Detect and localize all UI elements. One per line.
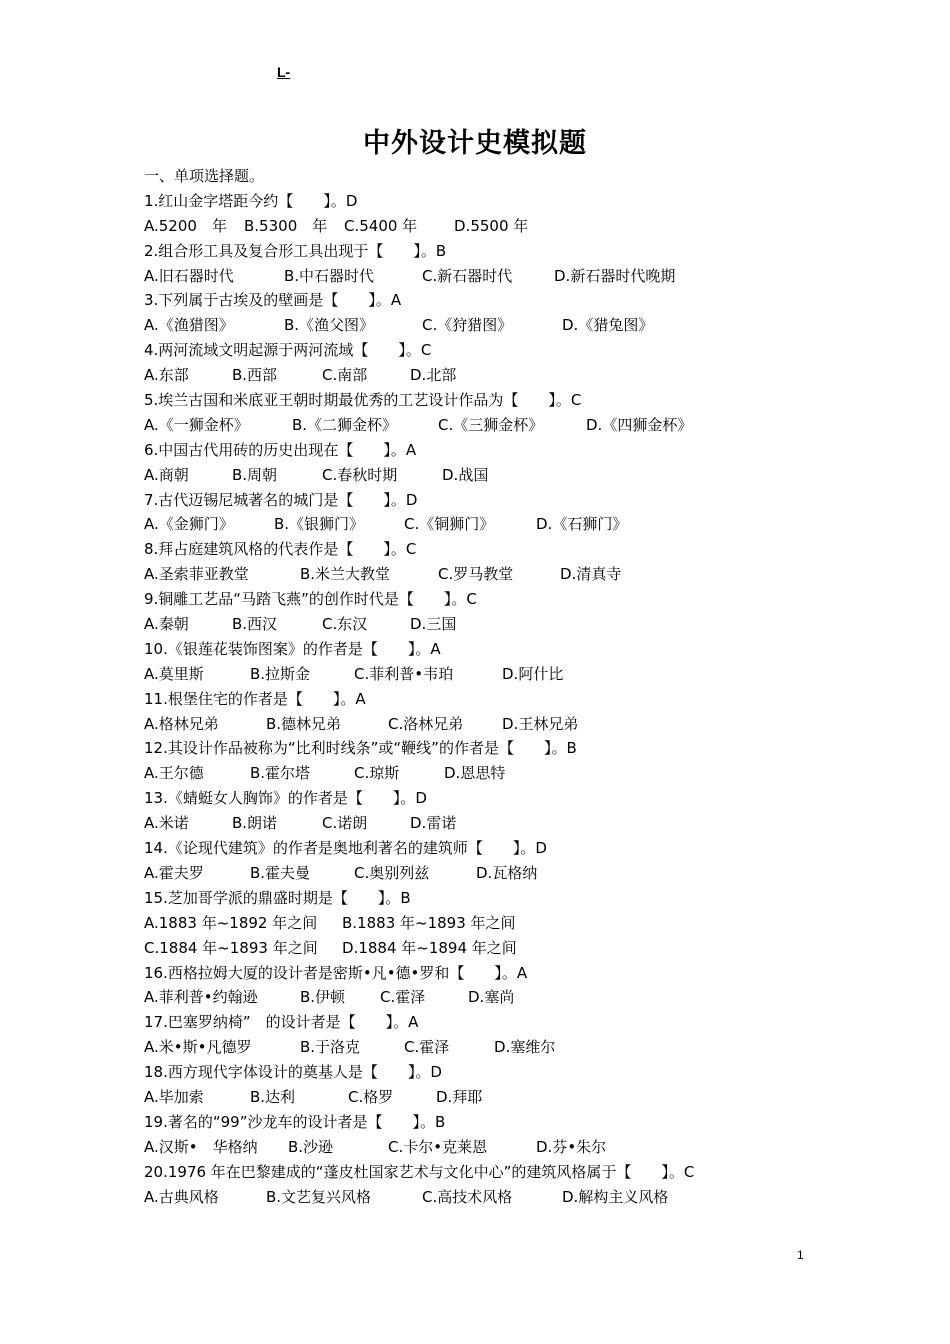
- answer-option: B.西部: [232, 366, 278, 385]
- answer-option: C.《狩猎图》: [422, 316, 513, 335]
- answer-options: [144, 985, 864, 1010]
- answer-options: [144, 413, 864, 438]
- answer-option: D.北部: [410, 366, 457, 385]
- answer-option: B.周朝: [232, 465, 278, 484]
- question-text: 19.著名的“99”沙龙车的设计者是【 】。B: [144, 1112, 446, 1131]
- page-title: 中外设计史模拟题: [363, 128, 587, 159]
- question-text: 5.埃兰古国和米底亚王朝时期最优秀的工艺设计作品为【 】。C: [144, 391, 582, 410]
- answer-option: A.古典风格: [144, 1187, 219, 1206]
- answer-option: A.米•斯•凡德罗: [144, 1038, 252, 1057]
- answer-options: [144, 264, 864, 289]
- answer-options: [144, 712, 864, 737]
- answer-option: C.菲利普•韦珀: [354, 664, 454, 683]
- answer-option: C.5400 年: [344, 216, 418, 235]
- answer-option: D.《四狮金杯》: [586, 415, 693, 434]
- answer-option: B.德林兄弟: [266, 714, 342, 733]
- answer-option: B.《二狮金杯》: [292, 415, 398, 434]
- answer-option: C.卡尔•克莱恩: [388, 1137, 488, 1156]
- header-mark: L-: [277, 64, 291, 80]
- answer-option: D.5500 年: [454, 216, 529, 235]
- question-text: 2.组合形工具及复合形工具出现于【 】。B: [144, 241, 447, 260]
- answer-option: C.春秋时期: [322, 465, 398, 484]
- answer-option: A.东部: [144, 366, 189, 385]
- answer-options: [144, 811, 864, 836]
- question-text: 17.巴塞罗纳椅” 的设计者是【 】。A: [144, 1013, 419, 1032]
- answer-option: B.伊顿: [300, 988, 346, 1007]
- question-text: 20.1976 年在巴黎建成的“蓬皮杜国家艺术与文化中心”的建筑风格属于【 】。C: [144, 1162, 695, 1181]
- answer-option: D.塞维尔: [494, 1038, 556, 1057]
- question-text: 3.下列属于古埃及的壁画是【 】。A: [144, 291, 402, 310]
- answer-option: C.《铜狮门》: [404, 515, 495, 534]
- answer-option: D.恩思特: [444, 764, 506, 783]
- answer-options: [144, 214, 864, 239]
- answer-option: B.5300 年: [244, 216, 328, 235]
- answer-option: B.中石器时代: [284, 266, 375, 285]
- answer-options: [144, 313, 864, 338]
- page-number: 1: [797, 1248, 804, 1262]
- answer-option: B.霍夫曼: [250, 863, 311, 882]
- answer-options: [144, 562, 864, 587]
- question-text: 15.芝加哥学派的鼎盛时期是【 】。B: [144, 888, 411, 907]
- answer-options: [144, 761, 864, 786]
- answer-options: [144, 463, 864, 488]
- answer-option: D.三国: [410, 615, 457, 634]
- answer-option: D.拜耶: [436, 1087, 483, 1106]
- answer-option: B.拉斯金: [250, 664, 311, 683]
- answer-option: D.王林兄弟: [502, 714, 579, 733]
- answer-option: C.诺朗: [322, 814, 368, 833]
- answer-option: A.商朝: [144, 465, 189, 484]
- answer-option: A.《渔猎图》: [144, 316, 234, 335]
- answer-option: B.米兰大教堂: [300, 565, 391, 584]
- question-text: 6.中国古代用砖的历史出现在【 】。A: [144, 440, 417, 459]
- answer-option: C.南部: [322, 366, 368, 385]
- answer-option: B.1883 年~1893 年之间: [342, 913, 516, 932]
- answer-options: [144, 612, 864, 637]
- answer-options: [144, 363, 864, 388]
- question-text: 4.两河流域文明起源于两河流域【 】。C: [144, 341, 432, 360]
- answer-option: B.《渔父图》: [284, 316, 375, 335]
- question-text: 7.古代迈锡尼城著名的城门是【 】。D: [144, 490, 418, 509]
- answer-option: C.洛林兄弟: [388, 714, 464, 733]
- question-text: 13.《蜻蜓女人胸饰》的作者是【 】。D: [144, 789, 427, 808]
- answer-option: D.芬•朱尔: [536, 1137, 607, 1156]
- answer-option: D.瓦格纳: [476, 863, 538, 882]
- answer-options: [144, 512, 864, 537]
- answer-option: A.米诺: [144, 814, 189, 833]
- question-text: 18.西方现代字体设计的奠基人是【 】。D: [144, 1063, 442, 1082]
- answer-option: C.霍泽: [380, 988, 426, 1007]
- questions-container: [144, 189, 864, 1210]
- question-text: 16.西格拉姆大厦的设计者是密斯•凡•德•罗和【 】。A: [144, 963, 528, 982]
- answer-option: C.1884 年~1893 年之间: [144, 938, 318, 957]
- answer-options: [144, 1185, 864, 1210]
- answer-option: A.《金狮门》: [144, 515, 234, 534]
- answer-option: A.王尔德: [144, 764, 204, 783]
- answer-option: D.清真寺: [560, 565, 622, 584]
- answer-option: B.达利: [250, 1087, 296, 1106]
- answer-option: A.1883 年~1892 年之间: [144, 913, 318, 932]
- answer-option: A.汉斯• 华格纳: [144, 1137, 258, 1156]
- answer-option: D.新石器时代晚期: [554, 266, 676, 285]
- answer-option: C.高技术风格: [422, 1187, 513, 1206]
- answer-options: [144, 861, 864, 886]
- answer-option: A.莫里斯: [144, 664, 204, 683]
- answer-option: B.《银狮门》: [274, 515, 365, 534]
- answer-option: B.文艺复兴风格: [266, 1187, 372, 1206]
- answer-option: A.秦朝: [144, 615, 189, 634]
- answer-options: [144, 1035, 864, 1060]
- answer-option: A.格林兄弟: [144, 714, 219, 733]
- answer-option: A.毕加索: [144, 1087, 204, 1106]
- question-text: 10.《银莲花装饰图案》的作者是【 】。A: [144, 639, 441, 658]
- answer-options: [144, 1135, 864, 1160]
- answer-option: D.《猎兔图》: [562, 316, 654, 335]
- answer-option: A.《一狮金杯》: [144, 415, 249, 434]
- answer-option: B.沙逊: [288, 1137, 334, 1156]
- answer-option: C.《三狮金杯》: [438, 415, 544, 434]
- answer-option: C.格罗: [348, 1087, 394, 1106]
- answer-option: B.霍尔塔: [250, 764, 311, 783]
- question-text: 11.根堡住宅的作者是【 】。A: [144, 689, 366, 708]
- question-text: 1.红山金字塔距今约【 】。D: [144, 191, 358, 210]
- question-list: [144, 164, 864, 1209]
- question-text: 9.铜雕工艺品“马踏飞燕”的创作时代是【 】。C: [144, 590, 477, 609]
- answer-option: A.圣索菲亚教堂: [144, 565, 249, 584]
- answer-options: [144, 1085, 864, 1110]
- answer-option: C.罗马教堂: [438, 565, 514, 584]
- answer-options: [144, 662, 864, 687]
- answer-option: C.东汉: [322, 615, 368, 634]
- answer-option: B.朗诺: [232, 814, 278, 833]
- answer-option: D.阿什比: [502, 664, 564, 683]
- answer-option: D.《石狮门》: [536, 515, 628, 534]
- answer-option: A.菲利普•约翰逊: [144, 988, 258, 1007]
- answer-option: D.战国: [442, 465, 489, 484]
- section-heading: 一、单项选择题。: [144, 167, 265, 185]
- answer-option: D.1884 年~1894 年之间: [342, 938, 517, 957]
- question-text: 8.拜占庭建筑风格的代表作是【 】。C: [144, 540, 417, 559]
- answer-option: B.西汉: [232, 615, 278, 634]
- answer-option: A.5200 年: [144, 216, 227, 235]
- answer-option: C.琼斯: [354, 764, 400, 783]
- question-text: 12.其设计作品被称为“比利时线条”或“鞭线”的作者是【 】。B: [144, 739, 577, 758]
- answer-option: D.雷诺: [410, 814, 457, 833]
- answer-option: B.于洛克: [300, 1038, 361, 1057]
- answer-option: D.解构主义风格: [562, 1187, 669, 1206]
- answer-option: A.旧石器时代: [144, 266, 234, 285]
- answer-option: A.霍夫罗: [144, 863, 204, 882]
- answer-option: C.新石器时代: [422, 266, 513, 285]
- answer-options: [144, 911, 864, 936]
- answer-option: C.奥别列兹: [354, 863, 430, 882]
- answer-option: C.霍泽: [404, 1038, 450, 1057]
- answer-options: [144, 936, 864, 961]
- answer-option: D.塞尚: [468, 988, 515, 1007]
- question-text: 14.《论现代建筑》的作者是奥地利著名的建筑师【 】。D: [144, 839, 547, 858]
